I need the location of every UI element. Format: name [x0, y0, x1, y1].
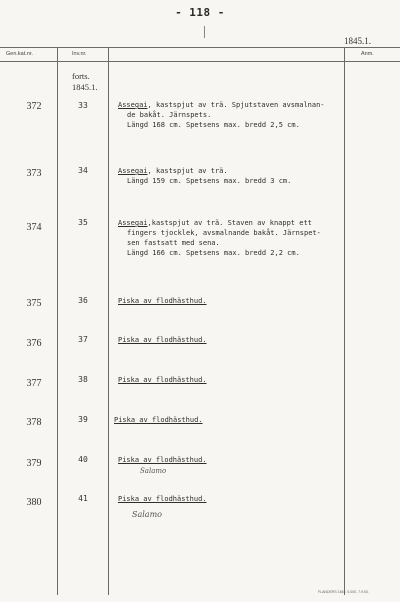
- inv-nr: 38: [78, 375, 88, 384]
- entry-line: ,kastspjut av trä. Staven av knappt ett: [147, 219, 312, 227]
- entry-title: Assegai: [118, 101, 148, 109]
- inv-nr: 39: [78, 415, 88, 424]
- entry-description: [118, 296, 346, 306]
- entry-line: Längd 159 cm. Spetsens max. bredd 3 cm.: [127, 177, 292, 185]
- handwritten-note: Salamo: [140, 467, 167, 475]
- page-number: - 118 -: [175, 6, 225, 19]
- entry-title: Assegai: [118, 219, 148, 227]
- entry-line: Längd 166 cm. Spetsens max. bredd 2,2 cm.: [127, 249, 300, 257]
- entry-description: [118, 375, 346, 385]
- header-top-rule: [0, 47, 400, 48]
- entry-title: Piska av flodhästhud.: [118, 376, 207, 384]
- inv-nr: 35: [78, 218, 88, 227]
- entry-title: Piska av flodhästhud.: [114, 416, 203, 424]
- gen-kat-nr: 376: [26, 338, 42, 349]
- header-bottom-rule: [0, 61, 400, 62]
- pencil-mark: [204, 26, 205, 38]
- header-anm: Anm.: [361, 51, 374, 57]
- gen-kat-nr: 377: [26, 378, 42, 389]
- inv-nr: 37: [78, 335, 88, 344]
- handwritten-note: Salamo: [132, 510, 162, 519]
- gen-kat-nr: 379: [26, 458, 42, 469]
- year-heading: 1845.1.: [344, 36, 371, 46]
- gen-kat-nr: 372: [26, 101, 42, 112]
- inv-nr: 33: [78, 101, 88, 110]
- inv-nr: 41: [78, 494, 88, 503]
- entry-description: [118, 166, 346, 186]
- entry-title: Piska av flodhästhud.: [118, 336, 207, 344]
- printer-footer: FLANDERS 1845. 5.000. 7.9.53.: [318, 590, 369, 594]
- header-gen-kat-nr: Gen.kat.nr.: [6, 51, 33, 57]
- column-divider-inv: [108, 47, 109, 595]
- gen-kat-nr: 378: [26, 417, 42, 428]
- entry-description: [118, 335, 346, 345]
- entry-title: Piska av flodhästhud.: [118, 456, 207, 464]
- entry-description: [114, 415, 342, 425]
- gen-kat-nr: 373: [26, 168, 42, 179]
- inv-nr: 36: [78, 296, 88, 305]
- continuation-note: [72, 71, 98, 93]
- entry-line: de bakåt. Järnspets.: [127, 111, 212, 119]
- entry-title: Assegai: [118, 167, 148, 175]
- forts-year: 1845.1.: [72, 82, 98, 92]
- gen-kat-nr: 374: [26, 222, 42, 233]
- column-divider-gen: [57, 47, 58, 595]
- entry-title: Piska av flodhästhud.: [118, 495, 207, 503]
- entry-line: , kastspjut av trä. Spjutstaven avsmalnan-: [147, 101, 325, 109]
- entry-description: [118, 494, 346, 504]
- inv-nr: 34: [78, 166, 88, 175]
- inv-nr: 40: [78, 455, 88, 464]
- forts-label: forts.: [72, 71, 90, 81]
- entry-line: Längd 168 cm. Spetsens max. bredd 2,5 cm.: [127, 121, 300, 129]
- entry-title: Piska av flodhästhud.: [118, 297, 207, 305]
- entry-description: [118, 455, 346, 465]
- header-inv-nr: Inv.nr.: [72, 51, 87, 57]
- entry-description: [118, 218, 346, 258]
- gen-kat-nr: 375: [26, 298, 42, 309]
- entry-description: [118, 100, 346, 130]
- entry-line: fingers tjocklek, avsmalnande bakåt. Järnspet-: [127, 229, 321, 237]
- entry-line: sen fastsatt med sena.: [127, 239, 220, 247]
- gen-kat-nr: 380: [26, 497, 42, 508]
- entry-line: , kastspjut av trä.: [147, 167, 228, 175]
